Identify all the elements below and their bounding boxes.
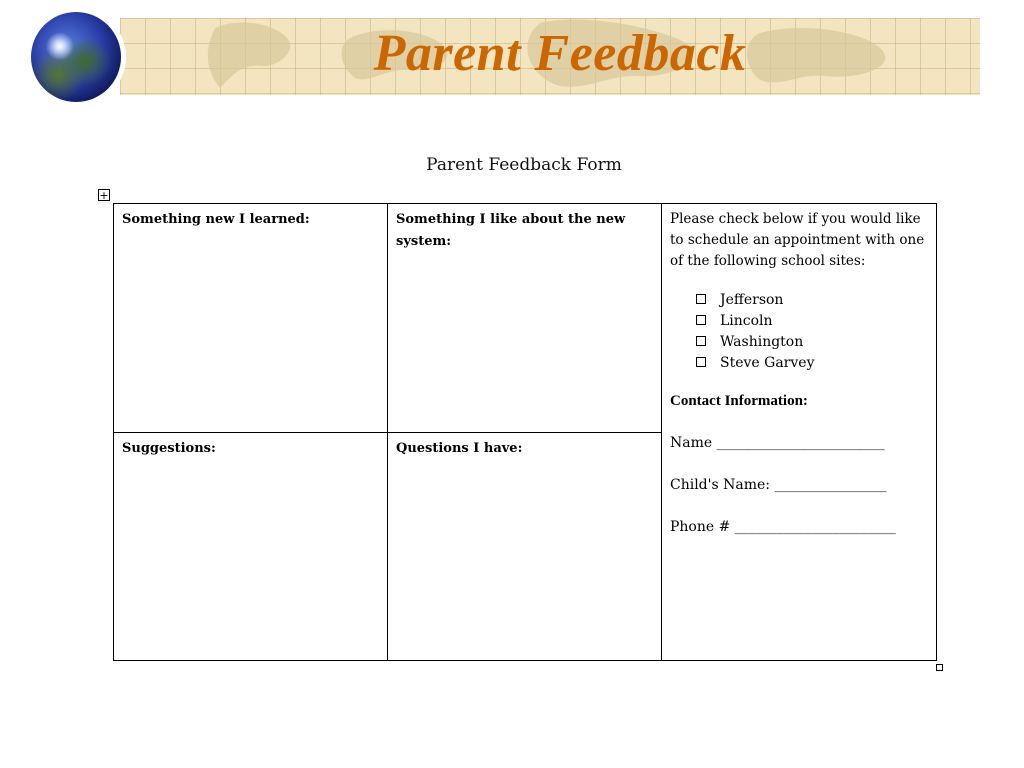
site-label: Steve Garvey — [720, 355, 815, 371]
child-name-field[interactable]: Child's Name: ________________ — [670, 477, 887, 493]
school-site-list — [670, 290, 928, 374]
cell-suggestions[interactable] — [114, 433, 388, 661]
site-item[interactable] — [696, 353, 928, 374]
slide-title: Parent Feedback — [373, 25, 747, 82]
cell-questions[interactable] — [388, 433, 662, 661]
form-title: Parent Feedback Form — [426, 155, 622, 175]
label-suggestions: Suggestions: — [122, 441, 216, 456]
checkbox-icon[interactable] — [696, 294, 706, 304]
label-questions: Questions I have: — [396, 441, 523, 456]
cell-something-new-learned[interactable] — [114, 204, 388, 433]
table-resize-handle[interactable] — [936, 664, 943, 671]
cell-appointment — [662, 204, 937, 661]
contact-heading: Contact Information: — [670, 393, 808, 409]
site-label: Jefferson — [720, 292, 784, 308]
site-item[interactable] — [696, 290, 928, 311]
feedback-table — [113, 203, 937, 661]
table-move-handle-icon[interactable]: + — [99, 189, 109, 202]
site-item[interactable] — [696, 311, 928, 332]
checkbox-icon[interactable] — [696, 336, 706, 346]
cell-something-i-like[interactable] — [388, 204, 662, 433]
appointment-prompt: Please check below if you would like to schedule an appointment with one of the following school sites: — [670, 211, 925, 269]
site-label: Washington — [720, 334, 804, 350]
checkbox-icon[interactable] — [696, 357, 706, 367]
label-learned: Something new I learned: — [122, 212, 310, 227]
phone-field[interactable]: Phone # _______________________ — [670, 519, 896, 535]
site-item[interactable] — [696, 332, 928, 353]
checkbox-icon[interactable] — [696, 315, 706, 325]
name-field[interactable]: Name ________________________ — [670, 435, 885, 451]
label-like: Something I like about the new system: — [396, 212, 626, 249]
site-label: Lincoln — [720, 313, 773, 329]
